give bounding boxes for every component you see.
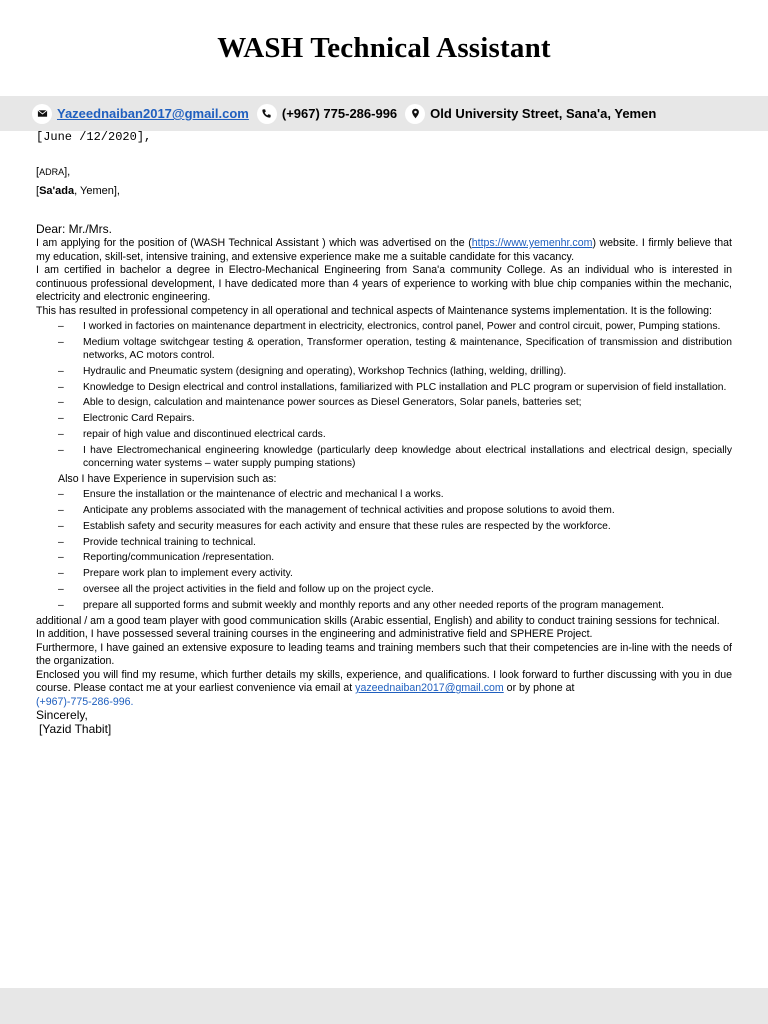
list-item: – repair of high value and discontinued electrical cards. [36,428,732,441]
list-item: – I have Electromechanical engineering knowledge (particularly deep knowledge about electrical installations and electrical design, specially concerning water systems – water supply pumping stations) [36,444,732,470]
skills-list [36,320,732,470]
list-item: – I worked in factories on maintenance department in electricity, electronics, control panel, Power and control circuit, power, Pumping stations. [36,320,732,333]
phone-icon [257,104,277,124]
list-item: – Establish safety and security measures for each activity and ensure that these rules are respected by the workforce. [36,520,732,533]
contact-address [405,104,656,124]
signature: [Yazid Thabit] [39,721,112,736]
list-item: – Medium voltage switchgear testing & operation, Transformer operation, testing & maintenance, Specification of transmission and distribution networks, AC motors control. [36,336,732,362]
recipient-city: [Sa'ada, Yemen], [36,185,120,197]
list-item: – Knowledge to Design electrical and control installations, familiarized with PLC installation and PLC program or supervision of field installation. [36,381,732,394]
list-item: – Anticipate any problems associated with the management of technical activities and propose solutions to avoid them. [36,504,732,517]
list-item: – prepare all supported forms and submit weekly and monthly reports and any other needed reports of the program management. [36,599,732,612]
contact-phone [257,104,397,124]
education-paragraph: I am certified in bachelor a degree in Electro-Mechanical Engineering from Sana'a community College. As an individual who is interested in continuous professional development, I have dedicated more than 4 years of experience to working with blue chip companies within the mechanic, electricity and electronic engineering. [36,264,732,303]
email-link[interactable]: Yazeednaiban2017@gmail.com [57,106,249,121]
phone-number: (+967) 775-286-996 [281,106,398,121]
location-pin-icon [405,104,425,124]
contact-bar [0,96,768,131]
list-item: – Prepare work plan to implement every activity. [36,567,732,580]
list-item: – Able to design, calculation and maintenance power sources as Diesel Generators, Solar panels, batteries set; [36,396,732,409]
letter-body [36,222,732,736]
list-item: – Ensure the installation or the maintenance of electric and mechanical l a works. [36,488,732,501]
closing-email-link[interactable]: yazeednaiban2017@gmail.com [355,682,504,695]
closing-phone: (+967)-775-286-996. [36,695,134,708]
list-item: – Provide technical training to technical. [36,536,732,549]
recipient-org: [ADRA], [36,166,71,178]
list-item: – Electronic Card Repairs. [36,412,732,425]
sign-off: Sincerely, [36,708,88,723]
footer-bar [0,988,768,1024]
intro-paragraph: I am applying for the position of (WASH Technical Assistant ) which was advertised on the (https://www.yemenhr.com) website. I firmly believe that my education, skill-set, intensive training, and extensive experience make me a suitable candidate for this vacancy. [36,237,732,263]
exposure-paragraph: Furthermore, I have gained an extensive exposure to leading teams and training members such that their competencies are in-line with the needs of the organization. [36,641,732,668]
training-paragraph: In addition, I have possessed several training courses in the engineering and administrative field and SPHERE Project. [36,628,593,641]
website-link[interactable]: https://www.yemenhr.com [471,237,593,249]
supervision-intro: Also I have Experience in supervision such as: [58,472,277,485]
competency-paragraph: This has resulted in professional competency in all operational and technical aspects of Maintenance systems implementation. It is the following: [36,304,713,317]
letter-date: [June /12/2020], [36,130,152,144]
supervision-list [36,488,732,612]
contact-email [32,104,249,124]
list-item: – Hydraulic and Pneumatic system (designing and operating), Workshop Technics (lathing, welding, drilling). [36,365,732,378]
team-paragraph: additional / am a good team player with good communication skills (Arabic essential, English) and ability to conduct training sessions for technical. [36,614,720,627]
list-item: – Reporting/communication /representation. [36,551,732,564]
address: Old University Street, Sana'a, Yemen [430,106,657,121]
list-item: – oversee all the project activities in the field and follow up on the project cycle. [36,583,732,596]
page-title: WASH Technical Assistant [217,32,551,64]
greeting: Dear: Mr./Mrs. [36,222,113,236]
closing-paragraph: Enclosed you will find my resume, which further details my skills, experience, and qualifications. I look forward to further discussing with you in due course. Please contact me at your earliest convenience via email at yazeednaiban2017@gmail.com or by phone at (+967)-775-286-996. [36,668,732,708]
email-icon [32,104,52,124]
